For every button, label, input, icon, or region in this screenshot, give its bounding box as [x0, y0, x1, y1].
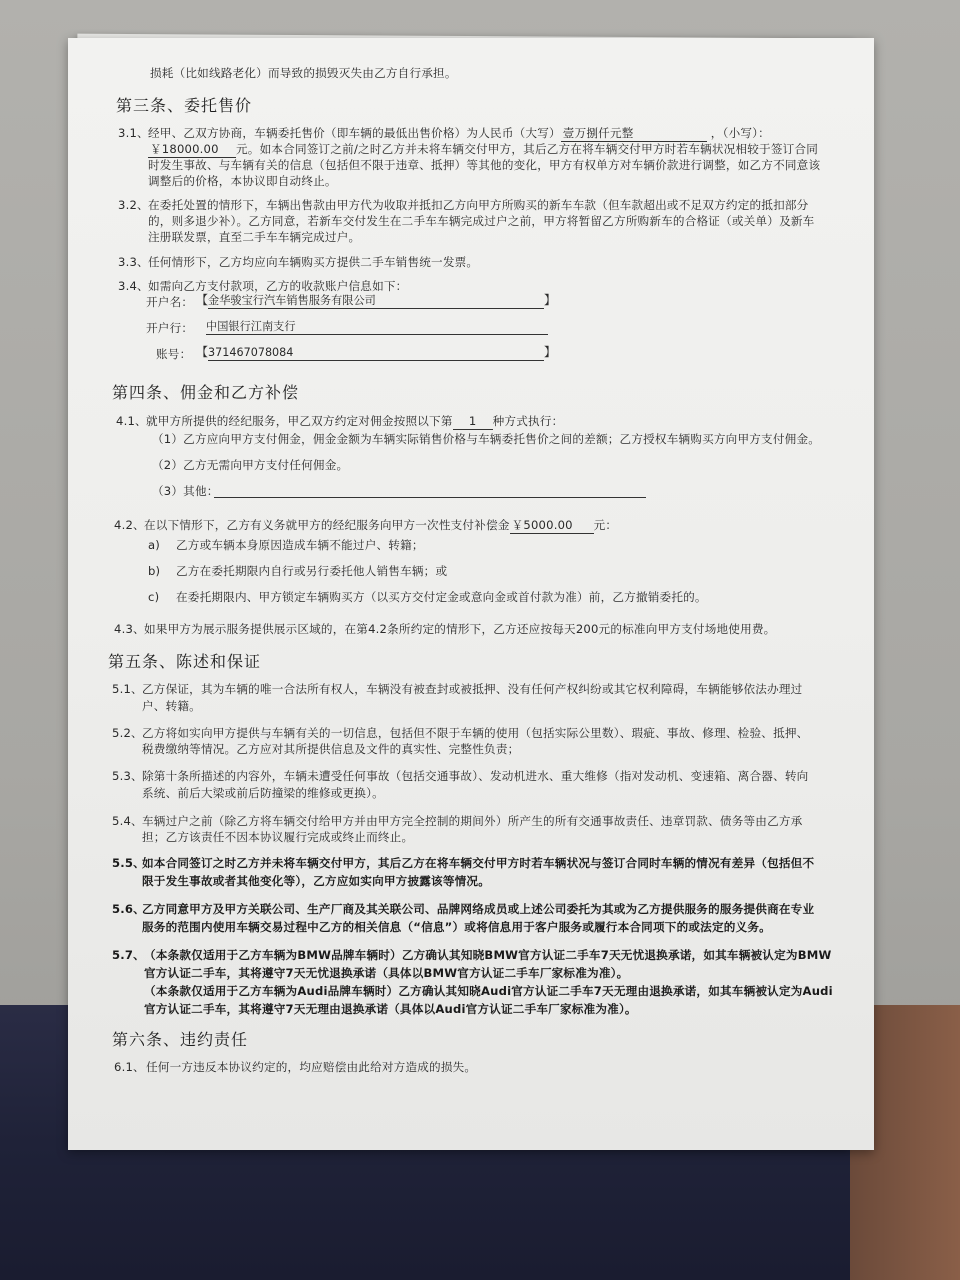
clause-3-1-line-d: 调整后的价格，本协议即自动终止。: [148, 174, 337, 188]
clause-5-6-line-b: 服务的范围内使用车辆交易过程中乙方的相关信息（“信息”）或将信息用于客户服务或履行本合同项下的或法定的义务。: [142, 920, 771, 934]
clause-5-1-line-b: 户、转籍。: [142, 699, 201, 713]
clause-5-5-line-b: 限于发生事故或者其他变化等），乙方应如实向甲方披露该等情况。: [142, 874, 491, 888]
clause-4-1-text-a: 就甲方所提供的经纪服务，甲乙双方约定对佣金按照以下第: [146, 414, 453, 428]
clause-5-7-line-b: 官方认证二手车，其将遵守7天无忧退换承诺（具体以BMW官方认证二手车厂家标准为准）。: [144, 966, 629, 980]
account-number-bracket-right: 】: [544, 345, 557, 359]
commission-option-field: 1: [453, 414, 493, 430]
clause-5-2-number: 5.2、: [112, 726, 143, 740]
commission-option-3: （3）其他：: [152, 484, 219, 498]
commission-option-2: （2）乙方无需向甲方支付任何佣金。: [152, 458, 349, 472]
compensation-amount-field: ￥5000.00: [510, 518, 594, 534]
clause-4-2-line: [144, 518, 617, 534]
clause-4-2-number: 4.2、: [114, 518, 145, 532]
clause-3-1-text-a: 经甲、乙双方协商，车辆委托售价（即车辆的最低出售价格）为人民币（大写）: [148, 126, 561, 140]
price-numeric-field: ￥18000.00: [148, 142, 236, 158]
case-c-label: c): [148, 590, 160, 604]
case-a-text: 乙方或车辆本身原因造成车辆不能过户、转籍；: [176, 538, 424, 552]
clause-3-1-small-label: ，（小写）：: [710, 126, 770, 140]
account-number-field: 371467078084: [208, 346, 544, 361]
clause-3-4-text: 如需向乙方支付款项，乙方的收款账户信息如下：: [148, 279, 408, 293]
clause-3-3-text: 任何情形下，乙方均应向车辆购买方提供二手车销售统一发票。: [148, 255, 479, 269]
clause-5-3-line-a: 除第十条所描述的内容外，车辆未遭受任何事故（包括交通事故）、发动机进水、重大维修（指对发动机、变速箱、离合器、转向: [142, 769, 809, 783]
clause-3-3-number: 3.3、: [118, 255, 149, 269]
clause-3-1-line-a: [148, 126, 770, 142]
clause-5-5-line-a: 如本合同签订之时乙方并未将车辆交付甲方，其后乙方在将车辆交付甲方时若车辆状况与签订合同时车辆的情况有差异（包括但不: [142, 856, 815, 870]
clause-4-3-number: 4.3、: [114, 622, 145, 636]
account-name-bracket-right: 】: [544, 293, 557, 307]
clause-5-3-line-b: 系统、前后大梁或前后防撞梁的维修或更换）。: [142, 786, 384, 800]
clause-5-7-line-c: （本条款仅适用于乙方车辆为Audi品牌车辆时）乙方确认其知晓Audi官方认证二手车7天无理由退换承诺，如其车辆被认定为Audi: [144, 984, 833, 998]
clause-5-5-number: 5.5、: [112, 856, 145, 870]
clause-3-4-number: 3.4、: [118, 279, 149, 293]
clause-5-1-line-a: 乙方保证，其为车辆的唯一合法所有权人，车辆没有被查封或被抵押、没有任何产权纠纷或其它权利障碍，车辆能够依法办理过: [142, 682, 803, 696]
clause-3-1-text-b: 元。如本合同签订之前/之时乙方并未将车辆交付甲方，其后乙方在将车辆交付甲方时若车辆状况相较于签订合同: [236, 142, 819, 156]
case-b-text: 乙方在委托期限内自行或另行委托他人销售车辆；或: [176, 564, 448, 578]
case-a-label: a): [148, 538, 161, 552]
section-4-heading: 第四条、佣金和乙方补偿: [112, 383, 300, 402]
clause-3-1-line-b: [148, 142, 818, 158]
clause-4-2-text-b: 元：: [593, 518, 618, 532]
clause-3-1-number: 3.1、: [118, 126, 149, 140]
contract-page: [68, 38, 874, 1150]
account-name-label: 开户名：: [146, 295, 194, 309]
other-option-blank-line: [214, 497, 646, 498]
clause-6-1-text: 任何一方违反本协议约定的，均应赔偿由此给对方造成的损失。: [146, 1060, 477, 1074]
clause-3-2-line-c: 注册联发票，直至二手车车辆完成过户。: [148, 230, 361, 244]
clause-4-1-number: 4.1、: [116, 414, 147, 428]
clause-5-3-number: 5.3、: [112, 769, 143, 783]
section-5-heading: 第五条、陈述和保证: [108, 652, 262, 671]
commission-option-1: （1）乙方应向甲方支付佣金，佣金金额为车辆实际销售价格与车辆委托售价之间的差额；乙方授权车辆购买方向甲方支付佣金。: [152, 432, 821, 446]
clause-5-4-number: 5.4、: [112, 814, 143, 828]
clause-4-2-text-a: 在以下情形下，乙方有义务就甲方的经纪服务向甲方一次性支付补偿金: [144, 518, 510, 532]
clause-5-2-line-b: 税费缴纳等情况。乙方应对其所提供信息及文件的真实性、完整性负责；: [142, 742, 520, 756]
clause-3-2-line-a: 在委托处置的情形下，车辆出售款由甲方代为收取并抵扣乙方向甲方所购买的新车车款（但车款超出或不足双方约定的抵扣部分: [148, 198, 809, 212]
account-bank-field: 中国银行江南支行: [206, 320, 548, 335]
clause-5-2-line-a: 乙方将如实向甲方提供与车辆有关的一切信息，包括但不限于车辆的使用（包括实际公里数）、瑕疵、事故、修理、检验、抵押、: [142, 726, 809, 740]
intro-line: 损耗（比如线路老化）而导致的损毁灭失由乙方自行承担。: [150, 66, 457, 80]
clause-5-7-number: 5.7、: [112, 948, 145, 962]
section-6-heading: 第六条、违约责任: [112, 1030, 249, 1049]
clause-5-6-line-a: 乙方同意甲方及甲方关联公司、生产厂商及其关联公司、品牌网络成员或上述公司委托为其或为乙方提供服务的服务提供商在专业: [142, 902, 815, 916]
price-uppercase-field: 壹万捌仟元整: [561, 126, 707, 142]
clause-6-1-number: 6.1、: [114, 1060, 145, 1074]
clause-4-1-text-b: 种方式执行：: [492, 414, 564, 428]
clause-5-4-line-a: 车辆过户之前（除乙方将车辆交付给甲方并由甲方完全控制的期间外）所产生的所有交通事故责任、违章罚款、债务等由乙方承: [142, 814, 803, 828]
clause-5-4-line-b: 担；乙方该责任不因本协议履行完成或终止而终止。: [142, 830, 414, 844]
clause-5-6-number: 5.6、: [112, 902, 145, 916]
clause-3-2-line-b: 的，则多退少补）。乙方同意，若新车交付发生在二手车车辆完成过户之前，甲方将暂留乙方所购新车的合格证（或关单）及新车: [148, 214, 815, 228]
account-number-label: 账号：: [156, 347, 192, 361]
case-c-text: 在委托期限内、甲方锁定车辆购买方（以买方交付定金或意向金或首付款为准）前，乙方撤销委托的。: [176, 590, 707, 604]
account-number-bracket-left: 【: [196, 345, 209, 359]
account-name-bracket-left: 【: [196, 293, 209, 307]
clause-4-1-line: [146, 414, 563, 430]
clause-5-7-line-a: （本条款仅适用于乙方车辆为BMW品牌车辆时）乙方确认其知晓BMW官方认证二手车7天无忧退换承诺，如其车辆被认定为BMW: [144, 948, 832, 962]
case-b-label: b): [148, 564, 161, 578]
clause-3-1-line-c: 时发生事故、与车辆有关的信息（包括但不限于违章、抵押）等其他的变化，甲方有权单方对车辆价款进行调整，如乙方不同意该: [148, 158, 821, 172]
clause-5-1-number: 5.1、: [112, 682, 143, 696]
clause-4-3-text: 如果甲方为展示服务提供展示区域的，在第4.2条所约定的情形下，乙方还应按每天200元的标准向甲方支付场地使用费。: [144, 622, 776, 636]
account-name-field: 金华骏宝行汽车销售服务有限公司: [208, 294, 544, 309]
section-3-heading: 第三条、委托售价: [116, 96, 253, 115]
clause-3-2-number: 3.2、: [118, 198, 149, 212]
clause-5-7-line-d: 官方认证二手车，其将遵守7天无理由退换承诺（具体以Audi官方认证二手车厂家标准为准）。: [144, 1002, 637, 1016]
account-bank-label: 开户行：: [146, 321, 194, 335]
